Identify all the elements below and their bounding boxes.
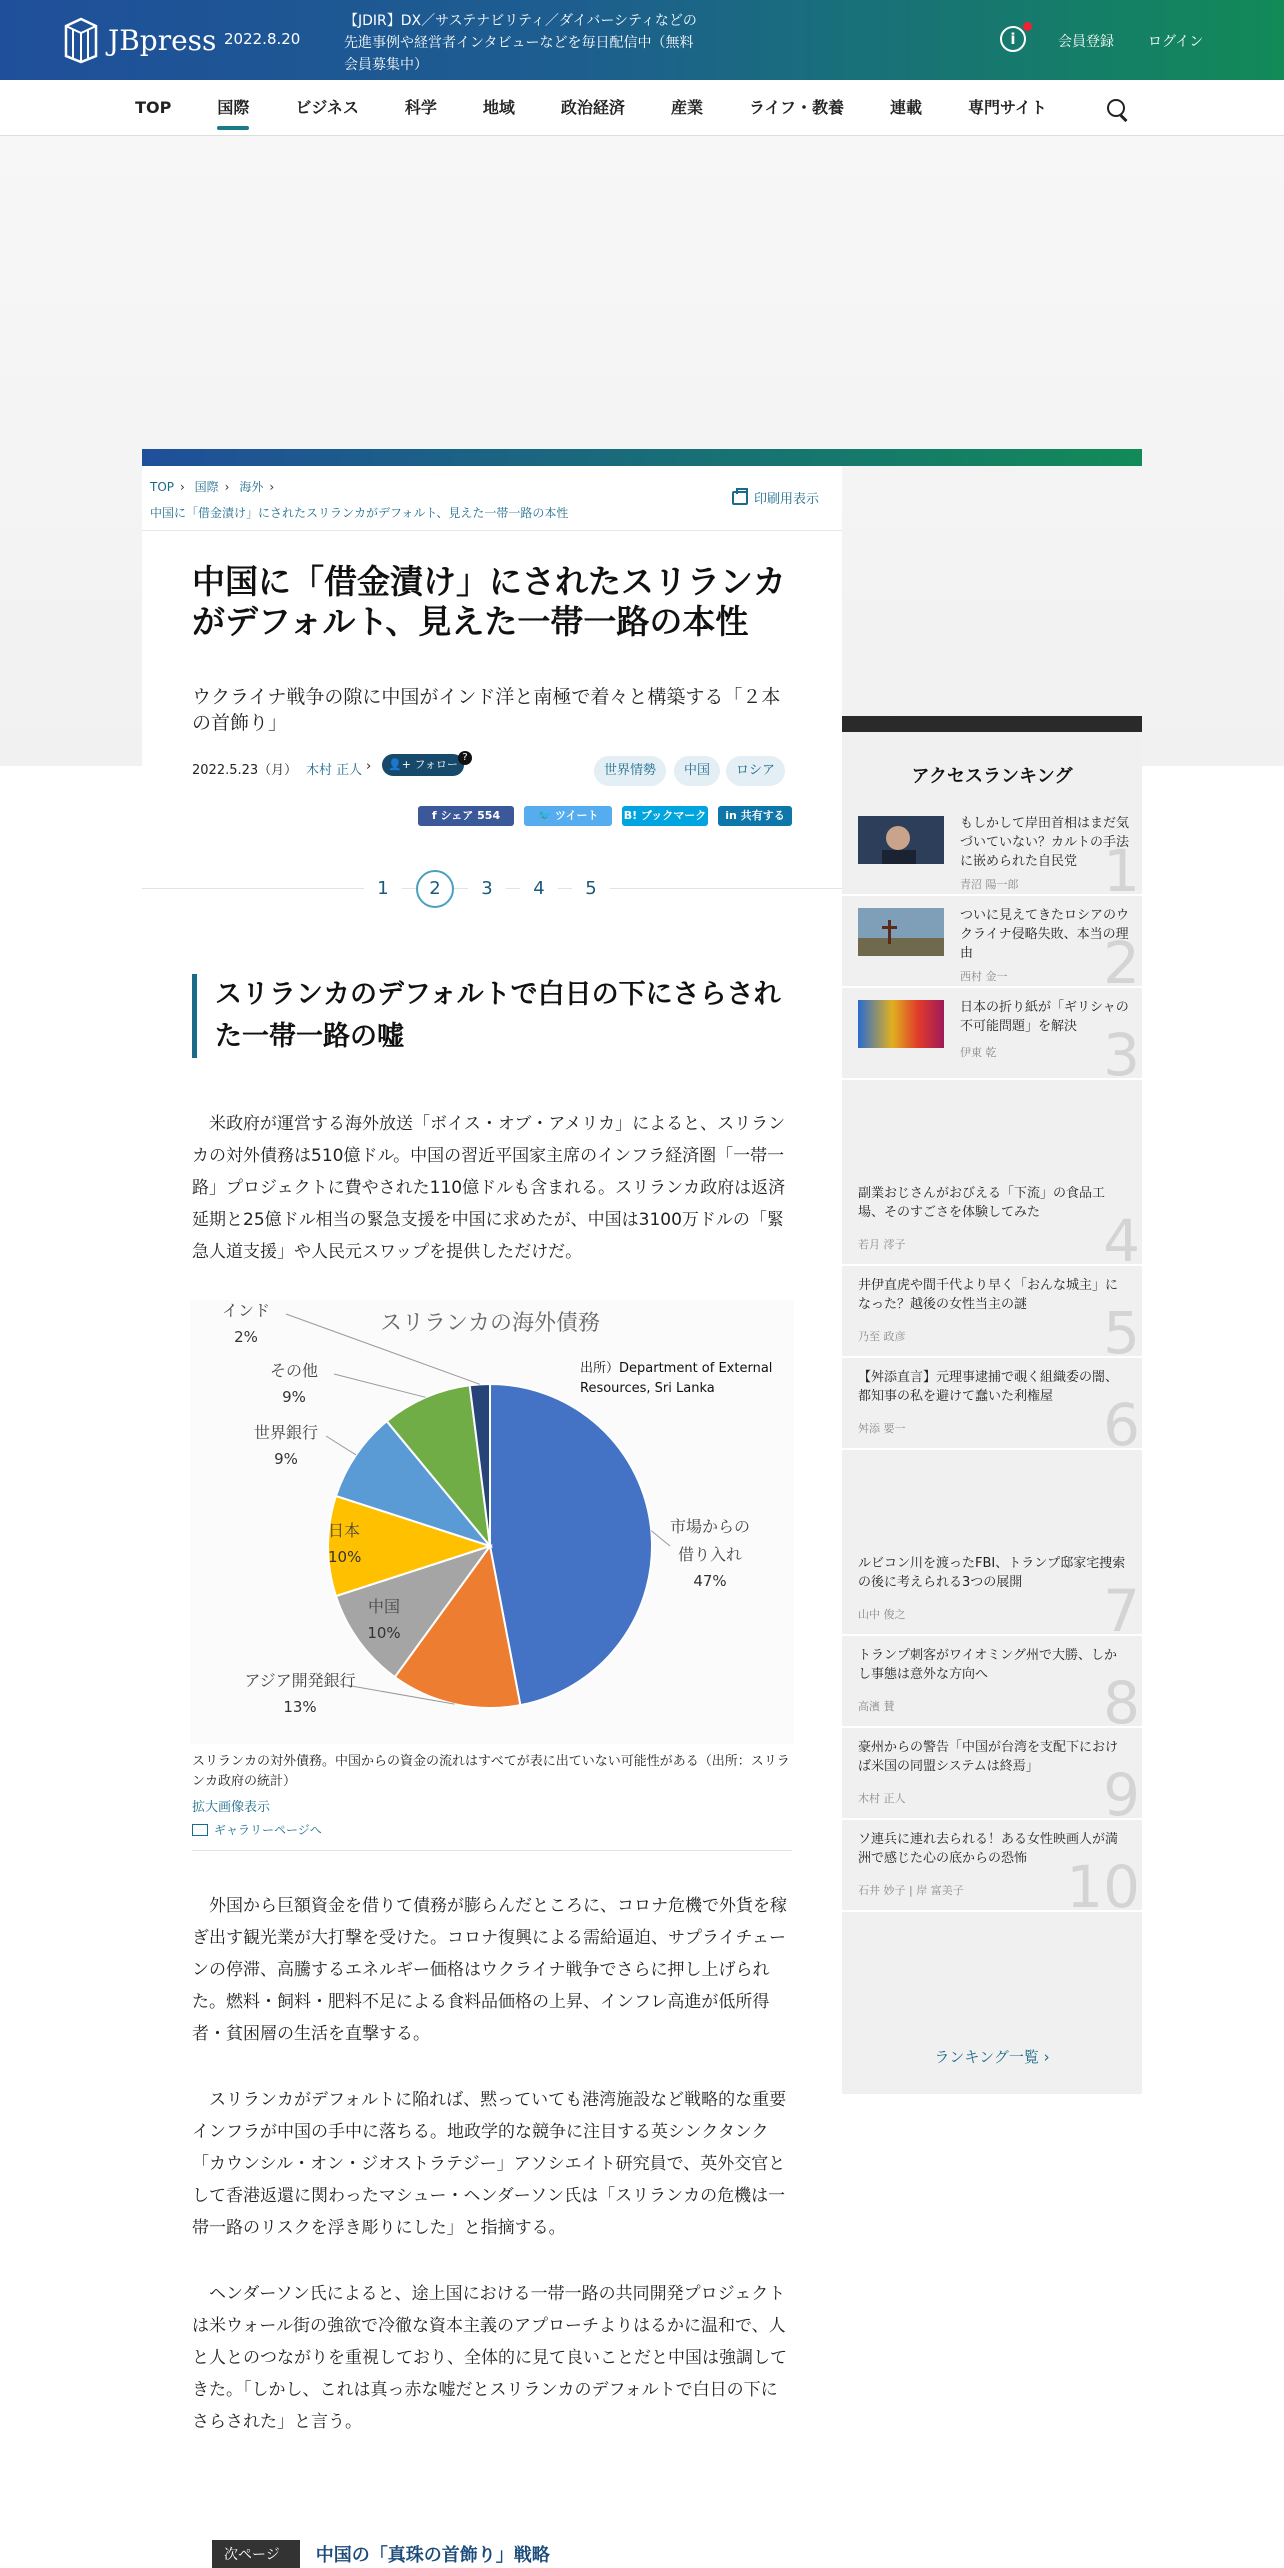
ranking-number: 4 <box>1103 1207 1140 1275</box>
leader-line <box>651 1531 670 1546</box>
nav-item-region[interactable]: 地域 <box>482 98 515 117</box>
linkedin-share-button[interactable] <box>718 806 792 826</box>
ranking-title: アクセスランキング <box>911 766 1073 787</box>
breadcrumb-separator: › <box>180 480 185 494</box>
nav-item-science[interactable]: 科学 <box>404 98 437 117</box>
ranking-number: 7 <box>1103 1577 1140 1645</box>
printer-icon <box>732 491 748 505</box>
ranking-item-author: 西村 金一 <box>960 970 1008 983</box>
page-link-3[interactable]: 3 <box>468 870 506 908</box>
ranking-number: 2 <box>1103 929 1140 997</box>
follow-help-icon[interactable]: ? <box>458 751 472 765</box>
ranking-list-label: ランキング一覧 <box>934 2048 1039 2066</box>
gallery-label: ギャラリーページへ <box>214 1823 322 1837</box>
publish-date: 2022.5.23（月） <box>192 763 298 778</box>
ranking-item-title: もしかして岸田首相はまだ気づいていない？カルトの手法に嵌められた自民党 <box>960 816 1130 869</box>
ranking-item-title: トランプ刺客がワイオミング州で大勝、しかし事態は意外な方向へ <box>858 1648 1117 1682</box>
paragraph-4: ヘンダーソン氏によると、途上国における一帯一路の共同開発プロジェクトは米ウォール街の強欲で冷徹な資本主義のアプローチよりはるかに温和で、人と人とのつながりを重視しており、全体的に見て良いことだと中国は強調してきた。「しかし、これは真っ赤な嘘だとスリランカのデフォルトで白日の下にさらされた」と言う。 <box>192 2284 787 2432</box>
next-page-link[interactable] <box>212 2540 550 2568</box>
debt-pie-chart[interactable] <box>190 1300 794 1744</box>
chart-source: Resources, Sri Lanka <box>580 1381 715 1396</box>
page-link-5[interactable]: 5 <box>572 870 610 908</box>
slice-label: 借り入れ <box>677 1545 743 1564</box>
nav-item-series[interactable]: 連載 <box>890 98 923 117</box>
ranking-item-3[interactable] <box>842 988 1142 1089</box>
divider <box>192 1850 792 1851</box>
page-link-2-current[interactable]: 2 <box>416 870 454 908</box>
slice-value-label: 47% <box>693 1572 727 1590</box>
nav-item-special-sites[interactable]: 専門サイト <box>968 98 1047 117</box>
slice-label: 世界銀行 <box>253 1423 319 1442</box>
ranking-item-title: 【舛添直言】元理事逮捕で覗く組織委の闇、都知事の私を避けて蠢いた利権屋 <box>858 1370 1119 1404</box>
ranking-number: 9 <box>1103 1761 1140 1829</box>
ranking-item-author: 乃至 政彦 <box>858 1330 906 1343</box>
facebook-share-count: 554 <box>477 809 501 822</box>
ranking-item-author: 伊東 乾 <box>960 1046 997 1059</box>
nav-item-life[interactable]: ライフ・教養 <box>748 98 844 117</box>
breadcrumb-top[interactable]: TOP <box>150 480 175 494</box>
article-title: 中国に「借金漬け」にされたスリランカがデフォルト、見えた一帯一路の本性 <box>192 562 786 641</box>
ranking-number: 8 <box>1103 1669 1140 1737</box>
tag-world-affairs[interactable]: 世界情勢 <box>594 756 666 786</box>
login-link[interactable]: ログイン <box>1148 34 1204 50</box>
slice-label: 市場からの <box>669 1517 751 1536</box>
ranking-header-bar <box>842 716 1142 732</box>
linkedin-share-label: 共有する <box>740 809 785 822</box>
facebook-share-label: シェア <box>440 809 474 822</box>
chart-title: スリランカの海外債務 <box>379 1311 601 1336</box>
twitter-share-label: ツイート <box>555 809 599 822</box>
facebook-icon: f <box>431 809 437 822</box>
section-heading: スリランカのデフォルトで白日の下にさらされた一帯一路の嘘 <box>192 974 792 1058</box>
twitter-icon: 🐦 <box>537 809 552 822</box>
breadcrumb-separator: › <box>224 480 230 494</box>
site-header <box>0 0 1284 80</box>
paragraph-1: 米政府が運営する海外放送「ボイス・オブ・アメリカ」によると、スリランカの対外債務は510億ドル。中国の習近平国家主席のインフラ経済圏「一帯一路」プロジェクトに費やされた110億ドルも含まれる。スリランカ政府は返済延期と25億ドル相当の緊急支援を中国に求めたが、中国は3100万ドルの「緊急人道支援」や人民元スワップを提供しただけだ。 <box>192 1114 786 1262</box>
ranking-item-4[interactable] <box>842 1174 1142 1275</box>
ranking-item-author: 高濱 賛 <box>858 1700 895 1713</box>
print-view-label: 印刷用表示 <box>754 492 820 507</box>
follow-label: フォロー <box>414 758 458 771</box>
ranking-item-9[interactable] <box>842 1728 1142 1829</box>
next-page-title: 中国の「真珠の首飾り」戦略 <box>315 2545 550 2566</box>
ranking-item-author: 舛添 要一 <box>858 1422 906 1435</box>
slice-label: アジア開発銀行 <box>244 1671 356 1690</box>
follow-button[interactable]: 👤+ フォロー <box>382 754 464 776</box>
ranking-item-5[interactable] <box>842 1266 1142 1367</box>
header-promo-link[interactable]: 【JDIR】DX／サステナビリティ／ダイバーシティなどの先進事例や経営者インタビューなどを毎日配信中（無料会員募集中） <box>344 13 697 73</box>
slice-value-label: 2% <box>234 1328 258 1346</box>
breadcrumb-overseas[interactable]: 海外 <box>239 480 264 494</box>
ranking-item-author: 木村 正人 <box>858 1792 906 1805</box>
slice-value-label: 9% <box>274 1450 298 1468</box>
article-accent-bar <box>142 449 1142 466</box>
ranking-item-7[interactable] <box>842 1544 1142 1645</box>
ranking-number: 3 <box>1103 1021 1140 1089</box>
ranking-item-title: ルビコン川を渡ったFBI、トランプ邸家宅捜索の後に考えられる3つの展開 <box>858 1556 1126 1590</box>
pagination <box>364 870 610 908</box>
nav-item-politics[interactable]: 政治経済 <box>560 98 625 117</box>
page-link-1[interactable]: 1 <box>364 870 402 908</box>
ranking-item-6[interactable] <box>842 1358 1142 1459</box>
nav-item-business[interactable]: ビジネス <box>295 98 359 117</box>
paragraph-3: スリランカがデフォルトに陥れば、黙っていても港湾施設など戦略的な重要インフラが中国の手中に落ちる。地政学的な競争に注目する英シンクタンク「カウンシル・オン・ジオストラテジー」アソシエイト研究員で、英外交官として香港返還に関わったマシュー・ヘンダーソン氏は「スリランカの危機は一帯一路のリスクを浮き彫りにした」と指摘する。 <box>192 2090 787 2238</box>
slice-value-label: 10% <box>367 1624 401 1642</box>
main-nav <box>0 80 1284 136</box>
register-link[interactable]: 会員登録 <box>1058 34 1114 50</box>
slice-value-label: 13% <box>283 1698 317 1716</box>
slice-value-label: 9% <box>282 1388 306 1406</box>
info-icon-glyph: i <box>1010 30 1016 48</box>
slice-value-label: 10% <box>328 1548 362 1566</box>
info-icon[interactable] <box>1000 26 1026 52</box>
print-view-link[interactable] <box>732 488 819 507</box>
image-icon <box>192 1824 208 1836</box>
ranking-item-author: 青沼 陽一郎 <box>960 878 1019 891</box>
ranking-number: 1 <box>1103 837 1140 905</box>
page-link-4[interactable]: 4 <box>520 870 558 908</box>
ranking-item-title: 豪州からの警告「中国が台湾を支配下におけば米国の同盟システムは終焉」 <box>858 1740 1119 1774</box>
divider <box>142 530 842 531</box>
slice-label: インド <box>221 1301 271 1320</box>
paragraph-2: 外国から巨額資金を借りて債務が膨らんだところに、コロナ危機で外貨を稼ぎ出す観光業が大打撃を受けた。コロナ復興による需給逼迫、サプライチェーンの停滞、高騰するエネルギー価格はウクライナ戦争でさらに押し上げられた。燃料・飼料・肥料不足による食料品価格の上昇、インフレ高進が低所得者・貧困層の生活を直撃する。 <box>192 1896 787 2044</box>
leader-line <box>326 1436 356 1455</box>
slice-label: その他 <box>269 1361 319 1380</box>
ranking-thumbnail <box>858 908 944 956</box>
breadcrumb-international[interactable]: 国際 <box>194 480 219 494</box>
pie-chart-svg <box>190 1300 794 1744</box>
linkedin-icon: in <box>725 809 737 822</box>
search-icon[interactable] <box>1105 97 1129 121</box>
next-page-label: 次ページ <box>212 2540 300 2568</box>
figure-caption: スリランカの対外債務。中国からの資金の流れはすべてが表に出ていない可能性がある（出所：スリランカ政府の統計） <box>192 1754 790 1789</box>
author-link[interactable]: 木村 正人 <box>306 763 363 778</box>
breadcrumb-current[interactable]: 中国に「借金漬け」にされたスリランカがデフォルト、見えた一帯一路の本性 <box>150 506 569 520</box>
gallery-link[interactable] <box>192 1821 322 1838</box>
header-date: 2022.8.20 <box>224 30 301 48</box>
ranking-item-title: 副業おじさんがおびえる「下流」の食品工場、そのすごさを体験してみた <box>858 1186 1106 1220</box>
slice-label: 中国 <box>367 1597 401 1616</box>
slice-label: 日本 <box>328 1521 361 1540</box>
ranking-item-2[interactable] <box>842 896 1142 997</box>
nav-item-top[interactable]: TOP <box>135 98 172 117</box>
ranking-number: 6 <box>1103 1391 1140 1459</box>
tag-china[interactable]: 中国 <box>674 756 720 786</box>
hatena-bookmark-button[interactable] <box>622 806 708 826</box>
leader-line <box>334 1374 426 1397</box>
enlarge-image-link[interactable]: 拡大画像表示 <box>192 1800 271 1815</box>
notification-dot <box>1023 22 1032 31</box>
ranking-number: 10 <box>1066 1853 1140 1921</box>
nav-item-international[interactable]: 国際 <box>194 80 272 136</box>
ranking-thumbnail <box>858 816 944 864</box>
article <box>142 466 842 2568</box>
site-logo[interactable] <box>62 16 216 64</box>
ranking-item-title: 井伊直虎や間千代より早く「おんな城主」になった？越後の女性当主の謎 <box>858 1278 1119 1312</box>
twitter-share-button[interactable] <box>524 806 612 826</box>
ranking-item-author: 山中 俊之 <box>858 1608 906 1621</box>
hatena-icon: B! <box>623 809 638 822</box>
ranking-item-author: 石井 妙子 | 岸 富美子 <box>858 1884 964 1897</box>
logo-wordmark: JBpress <box>108 23 217 57</box>
ranking-number: 5 <box>1103 1299 1140 1367</box>
article-subtitle: ウクライナ戦争の隙に中国がインド洋と南極で着々と構築する「２本の首飾り」 <box>192 686 781 734</box>
pie-slice <box>490 1384 652 1705</box>
ranking-item-title: ついに見えてきたロシアのウクライナ侵略失敗、本当の理由 <box>960 908 1130 961</box>
ranking-thumbnail <box>858 1000 944 1048</box>
ranking-list-link[interactable]: ランキング一覧 › <box>934 2048 1050 2066</box>
author-chevron-icon: › <box>366 759 372 774</box>
facebook-share-button[interactable] <box>418 806 514 826</box>
ranking-item-title: 日本の折り紙が「ギリシャの不可能問題」を解決 <box>960 1000 1129 1034</box>
ranking-item-title: ソ連兵に連れ去られる！ある女性映画人が満洲で感じた心の底からの恐怖 <box>858 1832 1119 1866</box>
nav-item-industry[interactable]: 産業 <box>670 98 703 117</box>
ranking-item-10[interactable] <box>842 1820 1142 1921</box>
ranking-item-1[interactable] <box>842 804 1142 905</box>
breadcrumb <box>150 478 280 495</box>
chart-source: 出所）Department of External <box>580 1361 773 1376</box>
hatena-share-label: ブックマーク <box>641 809 707 822</box>
access-ranking <box>842 716 1142 2094</box>
jbpress-logo-icon <box>62 16 100 64</box>
ranking-item-author: 若月 澪子 <box>858 1238 906 1251</box>
breadcrumb-separator: › <box>269 480 275 494</box>
tag-russia[interactable]: ロシア <box>726 756 785 786</box>
ranking-item-8[interactable] <box>842 1636 1142 1737</box>
